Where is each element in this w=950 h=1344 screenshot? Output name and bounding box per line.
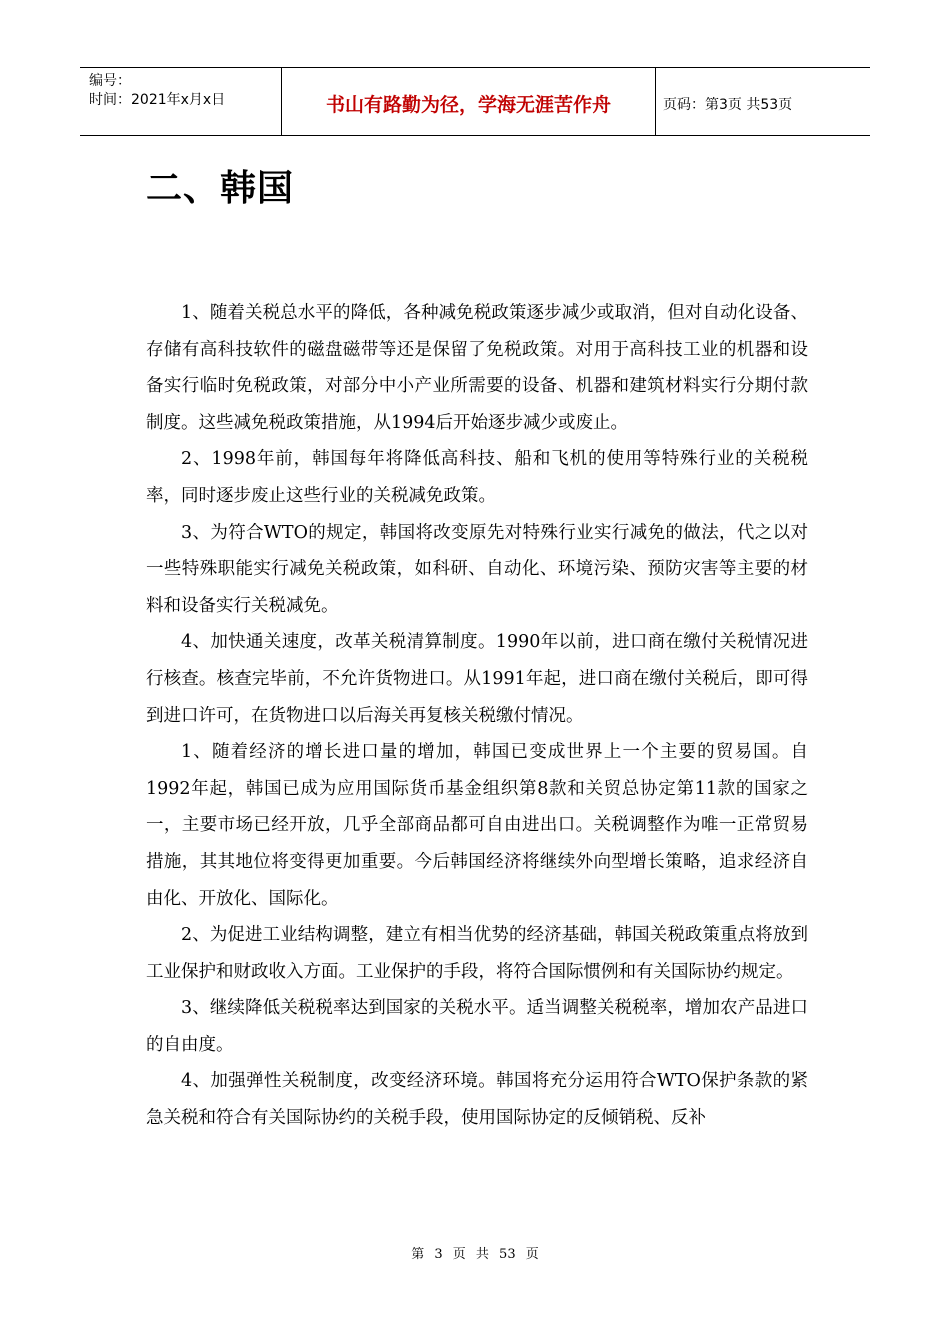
body-content: [146, 295, 808, 1137]
section-heading: 二、韩国: [146, 168, 295, 209]
page-footer: 第 3 页 共 53 页: [411, 1247, 539, 1262]
document-number-label: 编号：: [89, 73, 131, 89]
document-date-label: 时间：2021年x月x日: [89, 92, 226, 108]
header-page-code: 页码：第3页 共53页: [663, 96, 793, 113]
header-table: [80, 67, 870, 136]
header-motto: 书山有路勤为径，学海无涯苦作舟: [282, 68, 656, 135]
header-info-cell: [80, 68, 282, 135]
paragraph: 4、加快通关速度，改革关税清算制度。1990年以前，进口商在缴付关税情况进行核查。核查完毕前，不允许货物进口。从1991年起，进口商在缴付关税后，即可得到进口许可，在货物进口以后海关再复核关税缴付情况。: [146, 632, 808, 726]
paragraph: 4、加强弹性关税制度，改变经济环境。韩国将充分运用符合WTO保护条款的紧急关税和符合有关国际协约的关税手段，使用国际协定的反倾销税、反补: [146, 1071, 808, 1129]
paragraph: 2、1998年前，韩国每年将降低高科技、船和飞机的使用等特殊行业的关税税率，同时逐步废止这些行业的关税减免政策。: [146, 449, 808, 506]
paragraph: 2、为促进工业结构调整，建立有相当优势的经济基础，韩国关税政策重点将放到工业保护和财政收入方面。工业保护的手段，将符合国际惯例和有关国际协约规定。: [146, 925, 808, 982]
paragraph: 3、为符合WTO的规定，韩国将改变原先对特殊行业实行减免的做法，代之以对一些特殊职能实行减免关税政策，如科研、自动化、环境污染、预防灾害等主要的材料和设备实行关税减免。: [146, 522, 808, 616]
paragraph: 1、随着经济的增长进口量的增加，韩国已变成世界上一个主要的贸易国。自 1992年起，韩国已成为应用国际货币基金组织第8款和关贸总协定第11款的国家之一，主要市场已经开放，几乎全部商品都可自由进出口。关税调整作为唯一正常贸易措施，其其地位将变得更加重要。今后韩国经济将继续外向型增长策略，追求经济自由化、开放化、国际化。: [146, 742, 808, 909]
paragraph: 3、继续降低关税税率达到国家的关税水平。适当调整关税税率，增加农产品进口的自由度。: [146, 998, 808, 1055]
paragraph: 1、随着关税总水平的降低，各种减免税政策逐步减少或取消，但对自动化设备、存储有高科技软件的磁盘磁带等还是保留了免税政策。对用于高科技工业的机器和设备实行临时免税政策，对部分中小产业所需要的设备、机器和建筑材料实行分期付款制度。这些减免税政策措施，从1994后开始逐步减少或废止。: [146, 303, 808, 433]
